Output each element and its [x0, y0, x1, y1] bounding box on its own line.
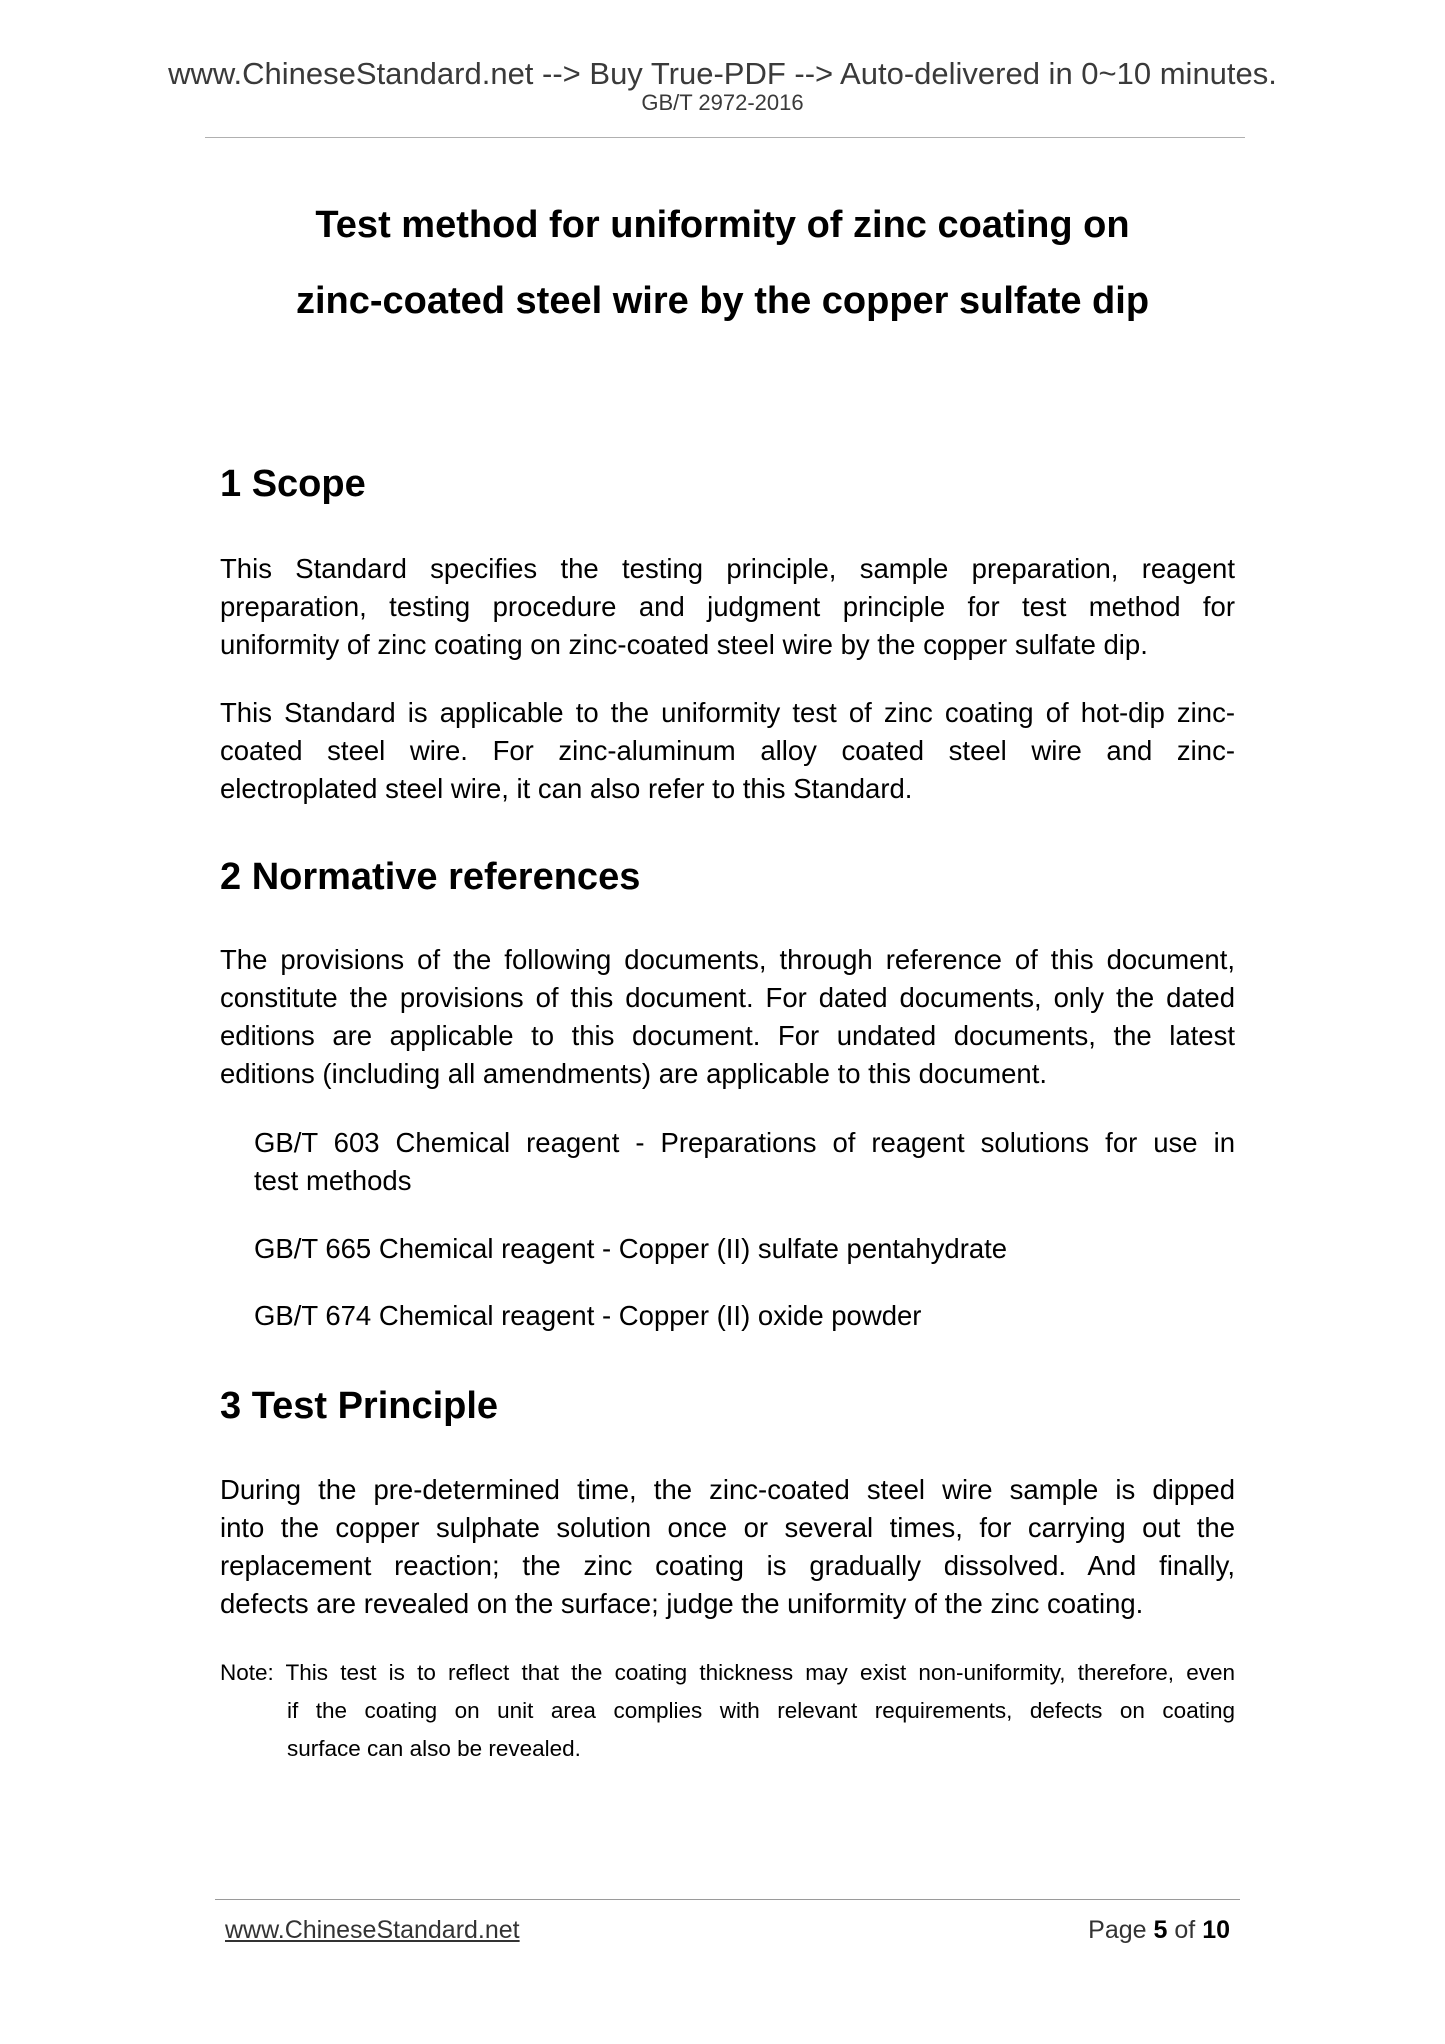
text-line: This Standard is applicable to the uniformity test of zinc coating of hot-dip zinc-	[220, 697, 1235, 728]
scope-paragraph-2	[220, 694, 1235, 808]
scope-paragraph-1	[220, 550, 1235, 664]
text-line: GB/T 603 Chemical reagent - Preparations of reagent solutions for use in	[254, 1127, 1235, 1158]
reference-item-gbt-674	[254, 1297, 1235, 1335]
footer-divider	[215, 1899, 1240, 1900]
reference-item-gbt-665	[254, 1230, 1235, 1268]
text-line: replacement reaction; the zinc coating is gradually dissolved. And finally,	[220, 1550, 1235, 1581]
text-line: uniformity of zinc coating on zinc-coated steel wire by the copper sulfate dip.	[220, 629, 1148, 660]
section-heading-scope: 1 Scope	[220, 463, 366, 505]
text-line: The provisions of the following documents, through reference of this document,	[220, 944, 1235, 975]
header-doc-code: GB/T 2972-2016	[641, 90, 804, 115]
text-line: test methods	[254, 1165, 412, 1196]
text-line: Note: This test is to reflect that the coating thickness may exist non-uniformity, therefore, even	[220, 1660, 1235, 1685]
page-of-label: of	[1174, 1916, 1196, 1944]
text-line: electroplated steel wire, it can also refer to this Standard.	[220, 773, 913, 804]
page-total: 10	[1202, 1916, 1230, 1944]
section-heading-test-principle: 3 Test Principle	[220, 1385, 499, 1427]
principle-note	[220, 1654, 1235, 1768]
page-label: Page	[1088, 1916, 1147, 1944]
text-line: editions are applicable to this document. For undated documents, the latest	[220, 1020, 1235, 1051]
text-line: During the pre-determined time, the zinc-coated steel wire sample is dipped	[220, 1474, 1235, 1505]
header-banner: www.ChineseStandard.net --> Buy True-PDF --> Auto-delivered in 0~10 minutes.	[168, 56, 1277, 91]
footer-site-link[interactable]: www.ChineseStandard.net	[225, 1916, 520, 1944]
header-divider	[205, 137, 1245, 138]
text-line: if the coating on unit area complies with relevant requirements, defects on coating	[287, 1698, 1235, 1723]
references-paragraph	[220, 941, 1235, 1093]
text-line: preparation, testing procedure and judgment principle for test method for	[220, 591, 1235, 622]
text-line: defects are revealed on the surface; judge the uniformity of the zinc coating.	[220, 1588, 1144, 1619]
document-title-line-2: zinc-coated steel wire by the copper sulfate dip	[295, 280, 1150, 322]
text-line: editions (including all amendments) are applicable to this document.	[220, 1058, 1047, 1089]
page-indicator	[1088, 1918, 1230, 1943]
section-heading-normative-references: 2 Normative references	[220, 856, 641, 898]
page-current: 5	[1153, 1916, 1168, 1944]
document-title-line-1: Test method for uniformity of zinc coating on	[315, 204, 1130, 246]
principle-paragraph	[220, 1471, 1235, 1623]
text-line: coated steel wire. For zinc-aluminum alloy coated steel wire and zinc-	[220, 735, 1235, 766]
text-line: This Standard specifies the testing principle, sample preparation, reagent	[220, 553, 1235, 584]
reference-item-gbt-603	[254, 1124, 1235, 1200]
text-line: constitute the provisions of this document. For dated documents, only the dated	[220, 982, 1235, 1013]
text-line: GB/T 665 Chemical reagent - Copper (II) sulfate pentahydrate	[254, 1233, 1008, 1264]
text-line: GB/T 674 Chemical reagent - Copper (II) oxide powder	[254, 1300, 922, 1331]
text-line: into the copper sulphate solution once or several times, for carrying out the	[220, 1512, 1235, 1543]
text-line: surface can also be revealed.	[287, 1736, 581, 1761]
